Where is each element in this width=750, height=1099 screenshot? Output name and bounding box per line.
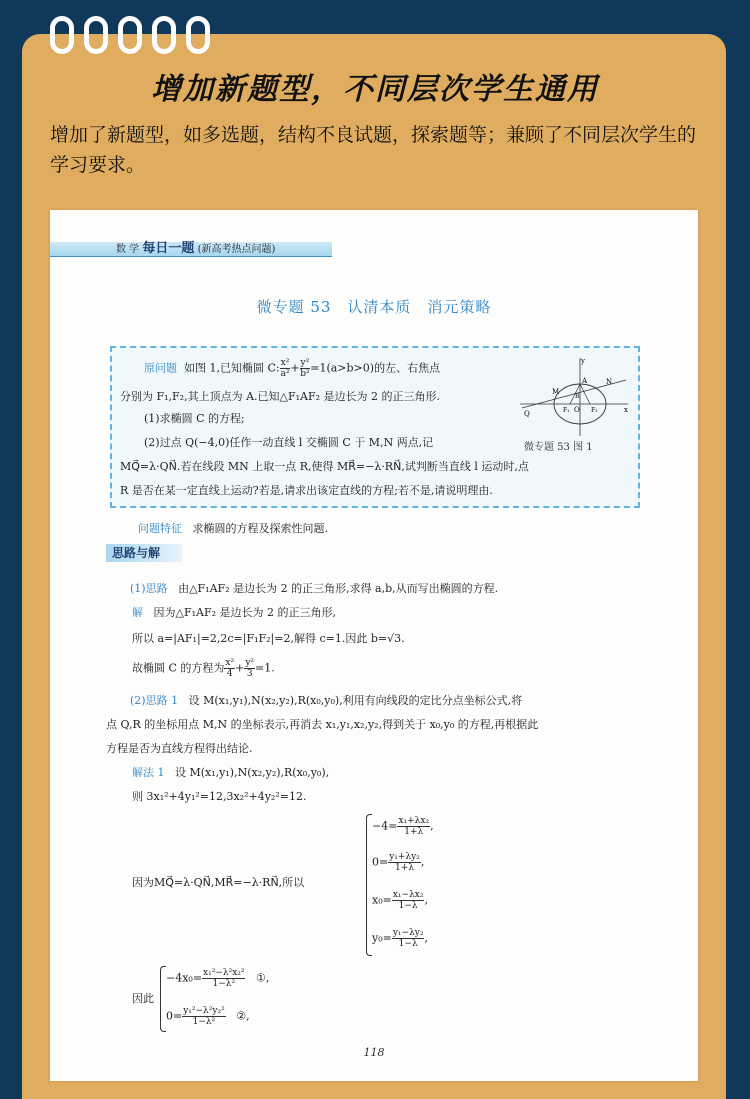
problem-box [110, 346, 640, 508]
system2-eq-2: 0= $\frac{\text{y₁²−λ²y₂²}}{\text{1−λ²}}$ ②, [166, 1006, 250, 1027]
fraction-x2-4 [224, 658, 235, 679]
eq-fraction [397, 816, 430, 837]
frac-den: 1+λ [404, 827, 424, 837]
eq-fraction [388, 852, 421, 873]
frac-num: y² [245, 658, 255, 668]
solution-line-2 [132, 606, 336, 620]
eq-lhs: −4= [372, 819, 398, 833]
binder-ring-icon [186, 16, 210, 54]
method1-label: 解法 1 [132, 766, 165, 779]
fig-label-y: y [581, 357, 585, 365]
eq-lhs: 0= [372, 855, 389, 869]
intro-text: 增加了新题型，如多选题，结构不良试题，探索题等；兼顾了不同层次学生的学习要求。 [50, 124, 697, 176]
eq-tag: ② [236, 1009, 247, 1023]
eq-lhs: 0= [166, 1009, 183, 1023]
binder-ring-icon [50, 16, 74, 54]
fig-label-r: R [575, 393, 580, 400]
eq-tag: ① [255, 971, 266, 985]
solution-line-9: 则 3x₁²+4y₁²=12,3x₂²+4y₂²=12. [132, 790, 307, 803]
system1-eq-4: y₀= $\frac{\text{y₁−λy₂}}{1-\lambda}$ , [372, 928, 428, 949]
eq-lhs: x₀= [372, 893, 392, 907]
frac-den: 1−λ [398, 939, 418, 949]
fig-label-f2: F₂ [591, 407, 598, 414]
segment-f2-a [580, 384, 590, 404]
solution-line-4: 故椭圆 C 的方程为 $\frac{\text{x²}}{4}$ + $\frac{\text{y²}}{3}$ =1. [132, 658, 275, 679]
frac-den: 1+λ [395, 863, 415, 873]
fig-label-o: O [574, 406, 580, 414]
figure-caption: 微专题 53 图 1 [524, 442, 593, 453]
fig-label-m: M [552, 388, 560, 396]
binder-rings [50, 16, 210, 54]
solution-line-6: 点 Q,R 的坐标用点 M,N 的坐标表示,再消去 x₁,y₁,x₂,y₂,得到关于 x₀,y₀ 的方程,再根据此 [106, 718, 539, 731]
fig-label-f1: F₁ [563, 407, 570, 414]
frac-den: 3 [246, 669, 253, 679]
solution-line-11: 因此 [132, 992, 154, 1005]
fraction-y2-b2 [300, 358, 311, 379]
section-title: 微专题 53 认清本质 消元策略 [256, 298, 492, 316]
headline: 增加新题型，不同层次学生通用 [151, 72, 599, 107]
eq-fraction [392, 890, 425, 911]
thought2-text: 设 M(x₁,y₁),N(x₂,y₂),R(x₀,y₀),利用有向线段的定比分点坐标公式,将 [188, 694, 523, 707]
frac-den: 1−λ² [212, 979, 236, 989]
frac-num: x₁−λx₂ [392, 890, 424, 900]
feature-line [138, 522, 328, 536]
page-number: 118 [363, 1046, 385, 1059]
eq-lhs: −4x₀= [166, 971, 203, 985]
running-head-prefix: 数 学 [116, 244, 140, 255]
frac-num: x² [225, 658, 235, 668]
problem-line-1: 原问题 如图 1,已知椭圆 C: $\frac{\text{x²}}{\text{a²}}$ + $\frac{\text{y²}}{\text{b²}}$ =1(a>b>0)的左、右焦点 [144, 358, 441, 379]
binder-ring-icon [84, 16, 108, 54]
solution-line-5 [130, 694, 522, 708]
problem-line-6: R 是否在某一定直线上运动?若是,请求出该定直线的方程;若不是,请说明理由. [120, 484, 493, 497]
thought-text: 由△F₁AF₂ 是边长为 2 的正三角形,求得 a,b,从而写出椭圆的方程. [178, 582, 499, 595]
frac-den: 1−λ² [192, 1017, 216, 1027]
eq-fraction [182, 1006, 225, 1027]
feature-label: 问题特征 [138, 522, 182, 535]
problem-label: 原问题 [144, 361, 177, 375]
solution-line-1 [130, 582, 498, 596]
problem-line-4: (2)过点 Q(−4,0)任作一动直线 l 交椭圆 C 于 M,N 两点,记 [144, 436, 434, 449]
fig-label-a: A [582, 377, 588, 385]
fraction-x2-a2 [280, 358, 291, 379]
binder-ring-icon [118, 16, 142, 54]
ellipse-equation-pre: 故椭圆 C 的方程为 [132, 661, 225, 675]
fig-label-x: x [624, 406, 628, 414]
frac-num: y₁²−λ²y₂² [183, 1006, 225, 1016]
ellipse-equation-post: =1. [255, 661, 275, 675]
eq-fraction [202, 968, 245, 989]
system1-eq-2: 0= $\frac{\text{y₁+λy₂}}{1+\lambda}$ , [372, 852, 425, 873]
system1-eq-1: −4= $\frac{\text{x₁+λx₂}}{1+\lambda}$ , [372, 816, 434, 837]
solution-line-8 [132, 766, 329, 780]
frac-den: a² [280, 369, 290, 379]
system1-eq-3: x₀= $\frac{\text{x₁−λx₂}}{1-\lambda}$ , [372, 890, 428, 911]
frac-den: 4 [226, 669, 233, 679]
running-head [116, 242, 275, 257]
problem-line1-pre: 如图 1,已知椭圆 C: [184, 361, 280, 375]
running-head-brand: 每日一题 [142, 241, 195, 256]
frac-den: 1−λ [398, 901, 418, 911]
frac-num: x₁+λx₂ [398, 816, 430, 826]
frac-den: b² [300, 369, 310, 379]
thought-label: (1)思路 [130, 582, 168, 595]
frac-num: x² [280, 358, 290, 368]
fraction-y2-3 [244, 658, 255, 679]
solution-tag: 思路与解 [106, 544, 182, 562]
problem-line-2: 分别为 F₁,F₂,其上顶点为 A.已知△F₁AF₂ 是边长为 2 的正三角形. [120, 390, 440, 403]
feature-text: 求椭圆的方程及探索性问题. [192, 522, 328, 535]
problem-line-3: (1)求椭圆 C 的方程; [144, 412, 245, 425]
frac-num: y₁−λy₂ [392, 928, 424, 938]
thought2-label: (2)思路 1 [130, 694, 179, 707]
problem-line-5: MQ⃗=λ·QN⃗.若在线段 MN 上取一点 R,使得 MR⃗=−λ·RN⃗,试判断当直线 l 运动时,点 [120, 460, 529, 473]
fig-label-n: N [606, 378, 613, 386]
ellipse-figure [514, 354, 632, 438]
answer-label: 解 [132, 606, 143, 619]
binder-ring-icon [152, 16, 176, 54]
book-page [50, 210, 698, 1081]
solution-line-10: 因为MQ⃗=λ·QN⃗,MR⃗=−λ·RN⃗,所以 [132, 876, 305, 889]
frac-num: y² [300, 358, 310, 368]
eq-fraction [392, 928, 425, 949]
frac-num: x₁²−λ²x₂² [203, 968, 245, 978]
solution-line-7: 方程是否为直线方程得出结论. [106, 742, 253, 755]
frac-num: y₁+λy₂ [389, 852, 420, 862]
solution-line-3: 所以 a=|AF₁|=2,2c=|F₁F₂|=2,解得 c=1.因此 b=√3. [132, 632, 405, 645]
answer-text: 因为△F₁AF₂ 是边长为 2 的正三角形, [153, 606, 336, 619]
eq-lhs: y₀= [372, 931, 392, 945]
fig-label-q: Q [524, 410, 530, 418]
running-head-suffix: (新高考热点问题) [197, 244, 276, 255]
problem-line1-post: =1(a>b>0)的左、右焦点 [310, 361, 441, 375]
method1-text: 设 M(x₁,y₁),N(x₂,y₂),R(x₀,y₀), [175, 766, 330, 779]
system2-eq-1: −4x₀= $\frac{\text{x₁²−λ²x₂²}}{\text{1−λ²}}$ ①, [166, 968, 270, 989]
